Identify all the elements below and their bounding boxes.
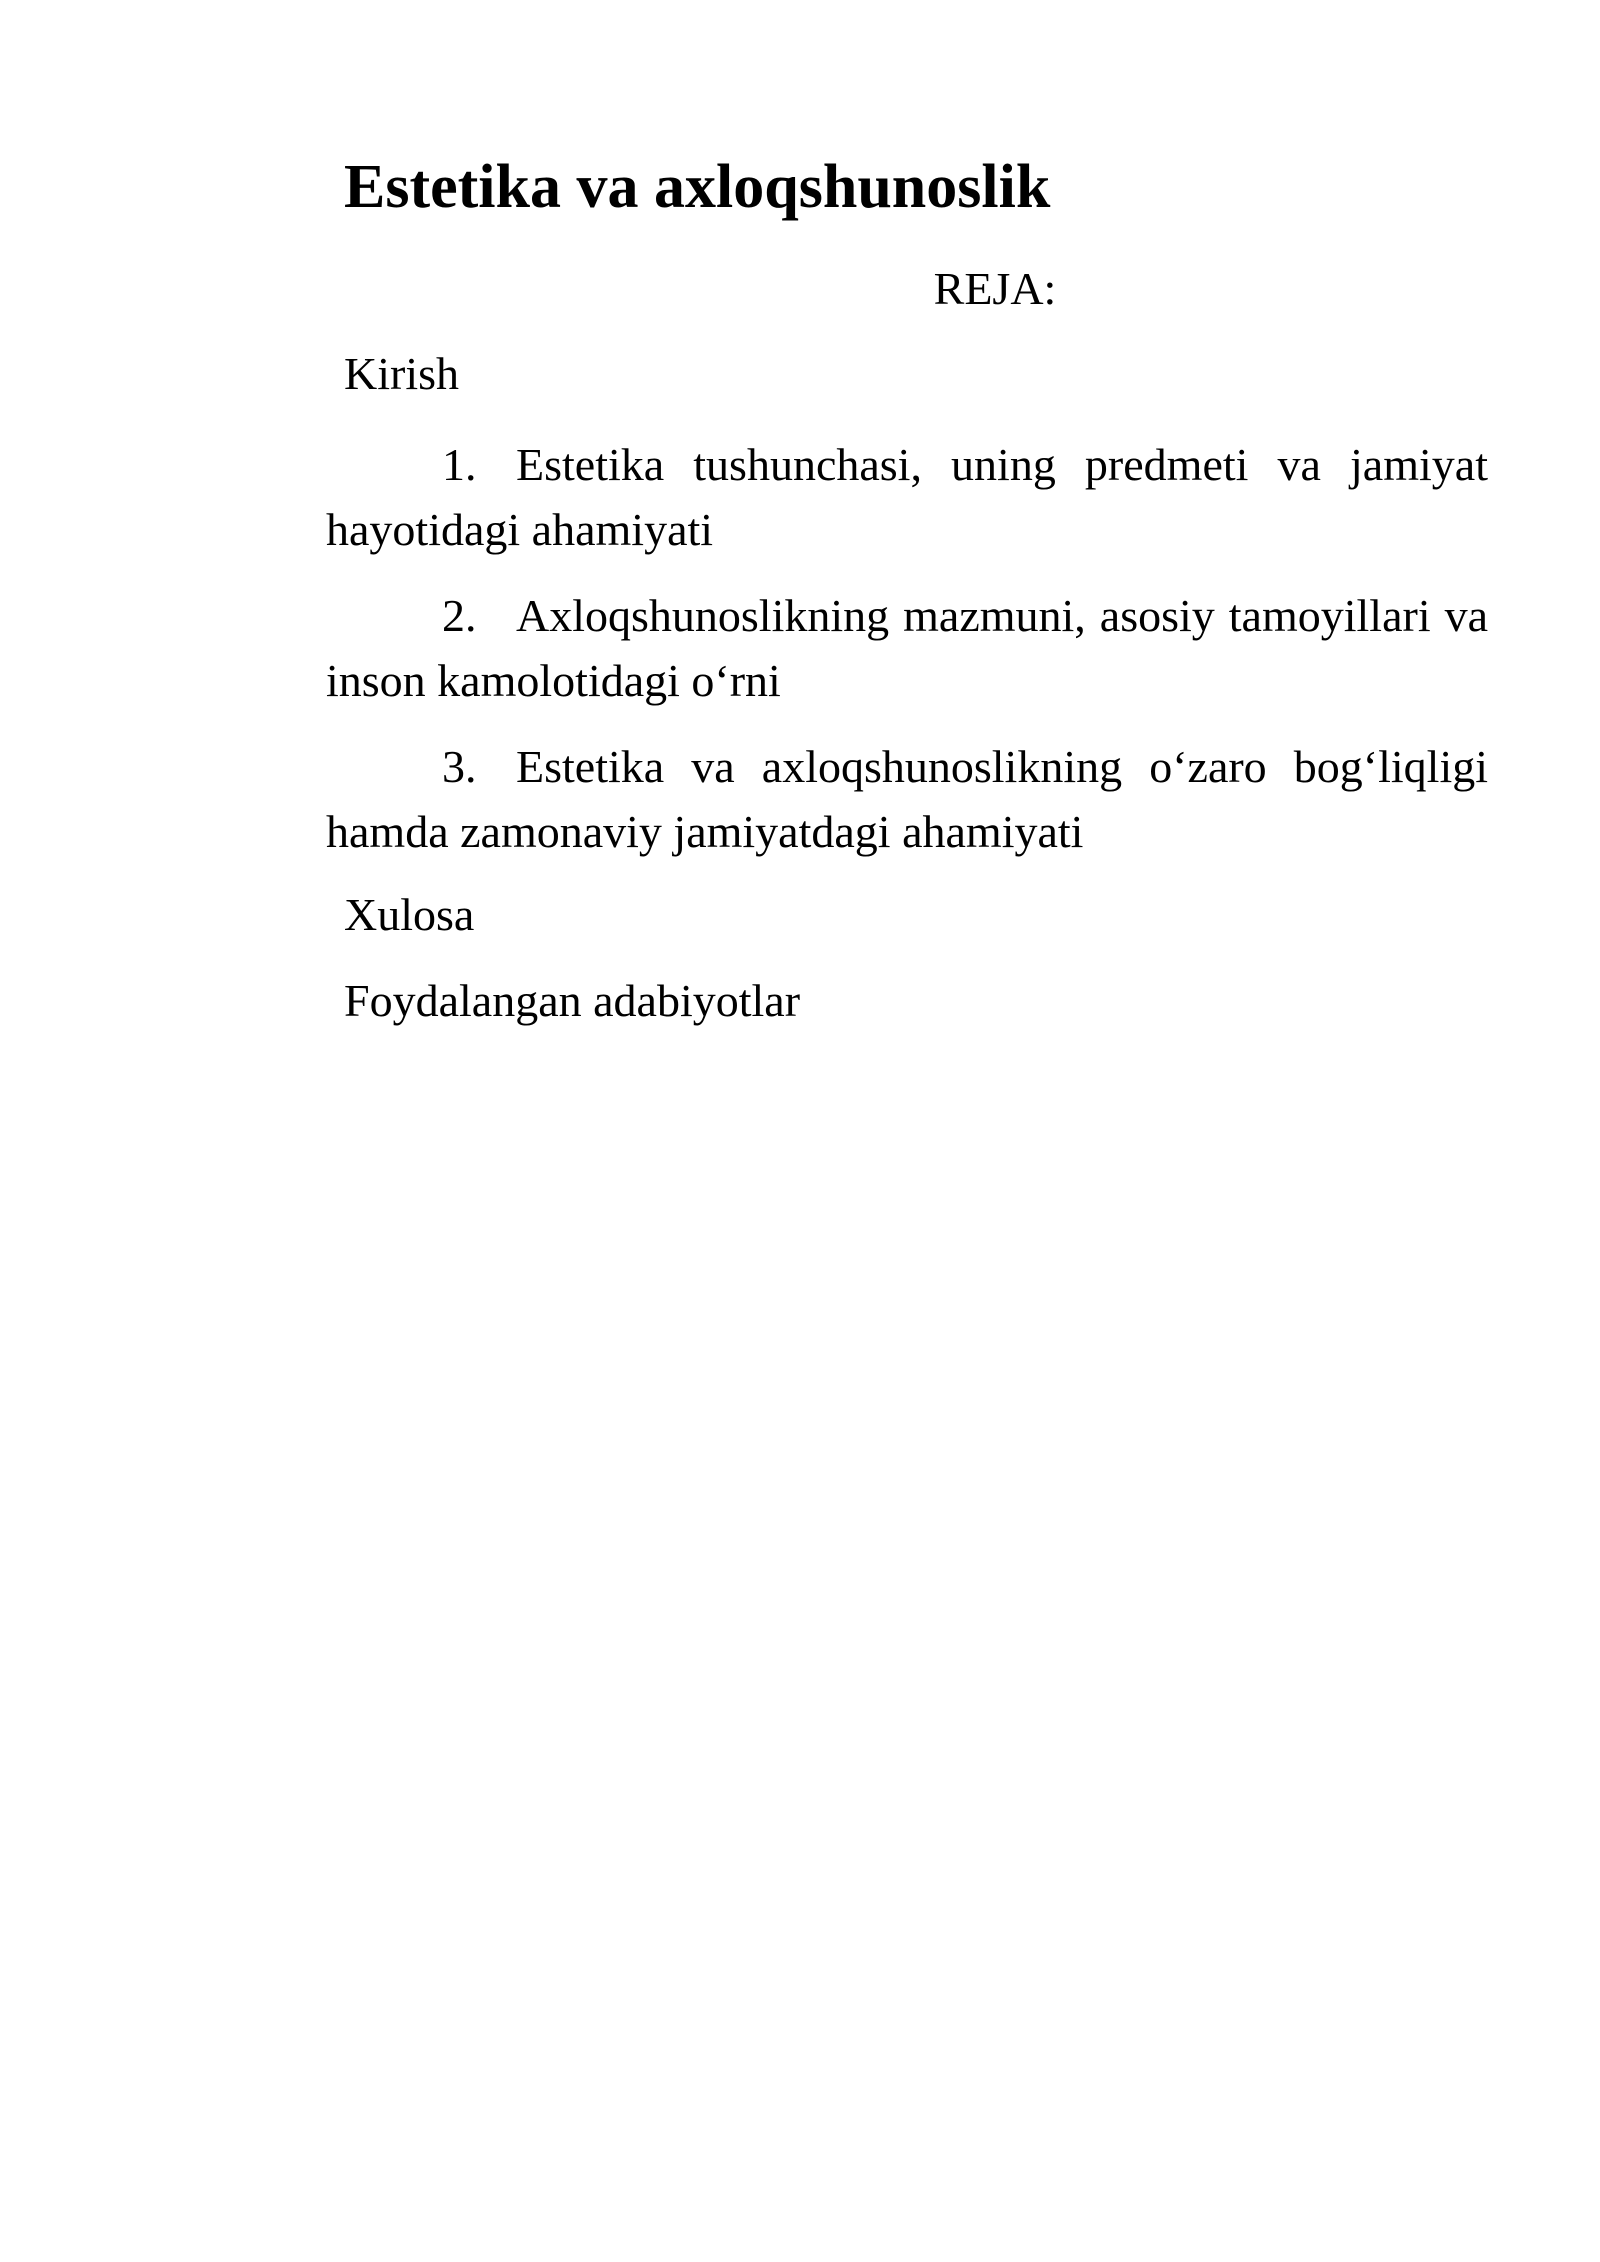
conclusion-label: Xulosa — [344, 889, 475, 940]
intro-label: Kirish — [344, 348, 459, 399]
references-label: Foydalangan adabiyotlar — [344, 975, 801, 1026]
plan-item-1-number: 1. — [442, 439, 477, 490]
plan-item-1-text: Estetika tushunchasi, uning predmeti va jamiyat hayotidagi ahamiyati — [326, 439, 1488, 555]
plan-item-2-text: Axloqshunoslikning mazmuni, asosiy tamoyillari va inson kamolotidagi o‘rni — [326, 590, 1488, 706]
plan-item-3 — [326, 734, 1488, 864]
plan-item-2-number: 2. — [442, 590, 477, 641]
document-title: Estetika va axloqshunoslik — [344, 153, 1051, 221]
plan-item-3-text: Estetika va axloqshunoslikning o‘zaro bog‘liqligi hamda zamonaviy jamiyatdagi ahamiyati — [326, 741, 1488, 857]
plan-item-1 — [326, 432, 1488, 562]
plan-heading: REJA: — [933, 263, 1057, 314]
plan-item-3-number: 3. — [442, 741, 477, 792]
plan-item-2 — [326, 583, 1488, 713]
